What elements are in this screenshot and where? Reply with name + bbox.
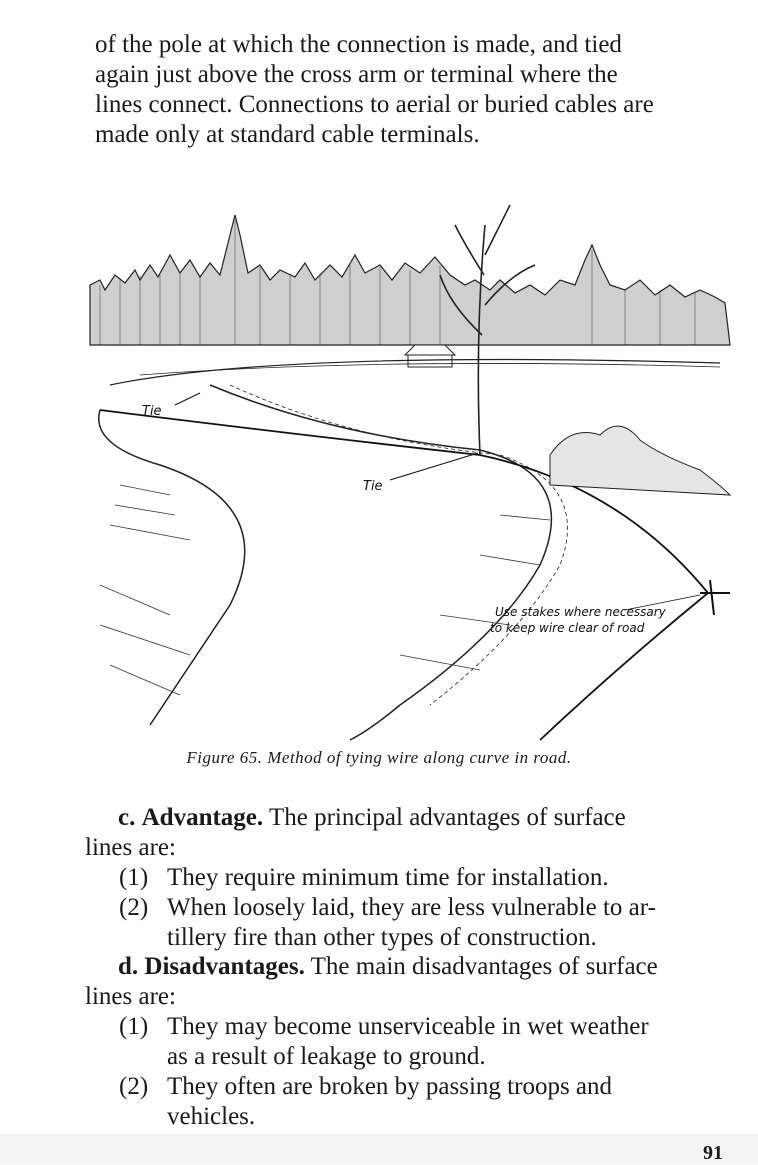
intro-paragraph [95, 30, 731, 150]
list-item [85, 893, 730, 953]
item-text: They may become unserviceable in wet weather [167, 1013, 649, 1040]
page-footer-band [0, 1134, 758, 1164]
section-title: Disadvantages. [144, 953, 305, 980]
section-intro-line2: lines are: [85, 983, 176, 1010]
item-text-continued: as a result of leakage to ground. [167, 1043, 486, 1070]
item-number: (2) [119, 894, 149, 921]
section-intro: The principal advantages of surface [268, 804, 626, 831]
road-illustration [80, 185, 740, 745]
road-right-edge [210, 385, 551, 740]
intro-line: lines connect. Connections to aerial or buried cables are [95, 91, 654, 118]
section-heading [85, 952, 730, 982]
section-intro-line2: lines are: [85, 834, 176, 861]
item-text: When loosely laid, they are less vulnerable to ar- [167, 894, 656, 921]
road-left-edge [99, 410, 245, 725]
section-disadvantages [85, 952, 730, 1132]
intro-line: of the pole at which the connection is made, and tied [95, 31, 622, 58]
tie-label-center: Tie [363, 479, 383, 494]
road-illustration-svg [80, 185, 740, 745]
figure-caption: Figure 65. Method of tying wire along curve in road. [186, 748, 572, 767]
intro-line: again just above the cross arm or terminal where the [95, 61, 618, 88]
section-title: Advantage. [141, 804, 264, 831]
item-number: (1) [119, 1013, 149, 1040]
section-intro: The main disadvantages of surface [310, 953, 658, 980]
section-letter: c. [118, 804, 136, 831]
tie-label-left: Tie [142, 404, 162, 419]
section-heading [85, 803, 730, 833]
stakes-note-line2: to keep wire clear of road [490, 621, 645, 635]
item-text-continued: vehicles. [167, 1103, 256, 1130]
section-letter: d. [118, 953, 139, 980]
list-item [85, 863, 730, 893]
item-text-continued: tillery fire than other types of construction. [167, 924, 597, 951]
stakes-note-line1: Use stakes where necessary [495, 605, 666, 619]
item-text: They often are broken by passing troops and [167, 1073, 613, 1100]
section-advantage [85, 803, 730, 953]
item-number: (2) [119, 1073, 149, 1100]
item-text: They require minimum time for installation. [167, 864, 609, 891]
item-number: (1) [119, 864, 149, 891]
list-item [85, 1012, 730, 1072]
stake [700, 580, 730, 615]
page-number: 91 [703, 1142, 723, 1164]
list-item [85, 1072, 730, 1132]
intro-line: made only at standard cable terminals. [95, 121, 480, 148]
